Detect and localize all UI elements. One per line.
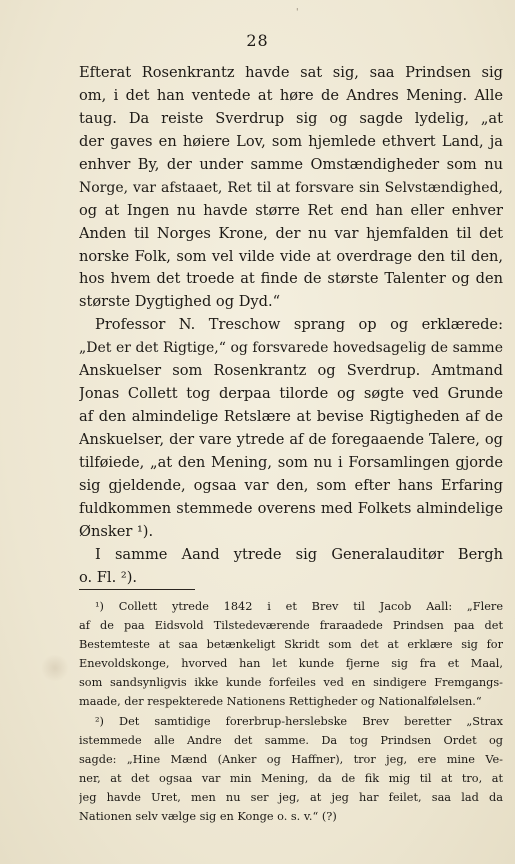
footnote-line: ²) Det samtidige forerbrup-herslebske Brev beretter „Strax xyxy=(95,714,503,728)
body-line: tilføiede, „at den Mening, som nu i Forsamlingen gjorde xyxy=(79,453,503,471)
body-line: Professor N. Treschow sprang op og erklærede: xyxy=(95,316,503,334)
body-line: Anskuelser, der vare ytrede af de foregaaende Talere, og xyxy=(79,431,503,448)
body-line: fuldkommen stemmede overens med Folkets almindelige xyxy=(79,499,503,517)
body-line: I samme Aand ytrede sig Generalauditør Bergh xyxy=(95,545,503,563)
footnote-line: jeg havde Uret, men nu ser jeg, at jeg har feilet, saa lad da xyxy=(79,790,503,804)
body-line: taug. Da reiste Sverdrup sig og sagde lydelig, „at xyxy=(79,109,503,127)
body-line: Anskuelser som Rosenkrantz og Sverdrup. Amtmand xyxy=(79,362,503,380)
body-line: Jonas Collett tog derpaa tilorde og søgte ved Grunde xyxy=(79,385,503,403)
body-line: Ønsker ¹). xyxy=(79,522,154,540)
footnote-line: maade, der respekterede Nationens Rettigheder og Nationalfølelsen.“ xyxy=(79,695,482,709)
body-line: om, i det han ventede at høre de Andres Mening. Alle xyxy=(79,86,503,104)
footnote-line: Nationen selv vælge sig en Konge o. s. v.“ (?) xyxy=(79,810,337,824)
footnote-line: ner, at det ogsaa var min Mening, da de fik mig til at tro, at xyxy=(79,771,503,785)
footnotes xyxy=(79,597,503,826)
paper-stain xyxy=(40,655,70,681)
body-line: norske Folk, som vel vilde vide at overdrage den til den, xyxy=(79,247,503,265)
body-line: Efterat Rosenkrantz havde sat sig, saa Prindsen sig xyxy=(79,64,503,81)
body-line: og at Ingen nu havde større Ret end han eller enhver xyxy=(79,201,503,219)
footnote-divider xyxy=(79,589,195,590)
footnote-line: sagde: „Hine Mænd (Anker og Haffner), tror jeg, ere mine Ve- xyxy=(79,752,503,766)
body-line: o. Fl. ²). xyxy=(79,568,138,586)
body-line: af den almindelige Retslære at bevise Rigtigheden af de xyxy=(79,408,503,426)
footnote-line: istemmede alle Andre det samme. Da tog Prindsen Ordet og xyxy=(79,733,503,747)
footnote-line: af de paa Eidsvold Tilstedeværende fraraadede Prindsen paa det xyxy=(79,619,503,633)
body-line: hos hvem det troede at finde de største Talenter og den xyxy=(79,270,503,288)
body-line: „Det er det Rigtige,“ og forsvarede hovedsagelig de samme xyxy=(79,340,503,357)
footnote-line: Enevoldskonge, hvorved han let kunde fjerne sig fra et Maal, xyxy=(79,657,503,671)
body-line: Anden til Norges Krone, der nu var hjemfalden til det xyxy=(79,224,503,242)
corner-mark: ' xyxy=(296,8,299,18)
footnote-line: som sandsynligvis ikke kunde forfeiles ved en sindigere Fremgangs- xyxy=(79,676,503,690)
page-number: 28 xyxy=(246,31,269,50)
footnote-line: Bestemteste at saa betænkeligt Skridt som det at erklære sig for xyxy=(79,638,503,652)
body-line: Norge, var afstaaet, Ret til at forsvare sin Selvstændighed, xyxy=(79,179,503,196)
footnote-line: ¹) Collett ytrede 1842 i et Brev til Jacob Aall: „Flere xyxy=(95,600,503,613)
body-line: enhver By, der under samme Omstændigheder som nu xyxy=(79,155,503,173)
body-line: sig gjeldende, ogsaa var den, som efter hans Erfaring xyxy=(79,476,503,494)
body-line: der gaves en høiere Lov, som hjemlede ethvert Land, ja xyxy=(79,132,503,150)
body-line: største Dygtighed og Dyd.“ xyxy=(79,293,281,311)
body-text xyxy=(79,62,503,590)
